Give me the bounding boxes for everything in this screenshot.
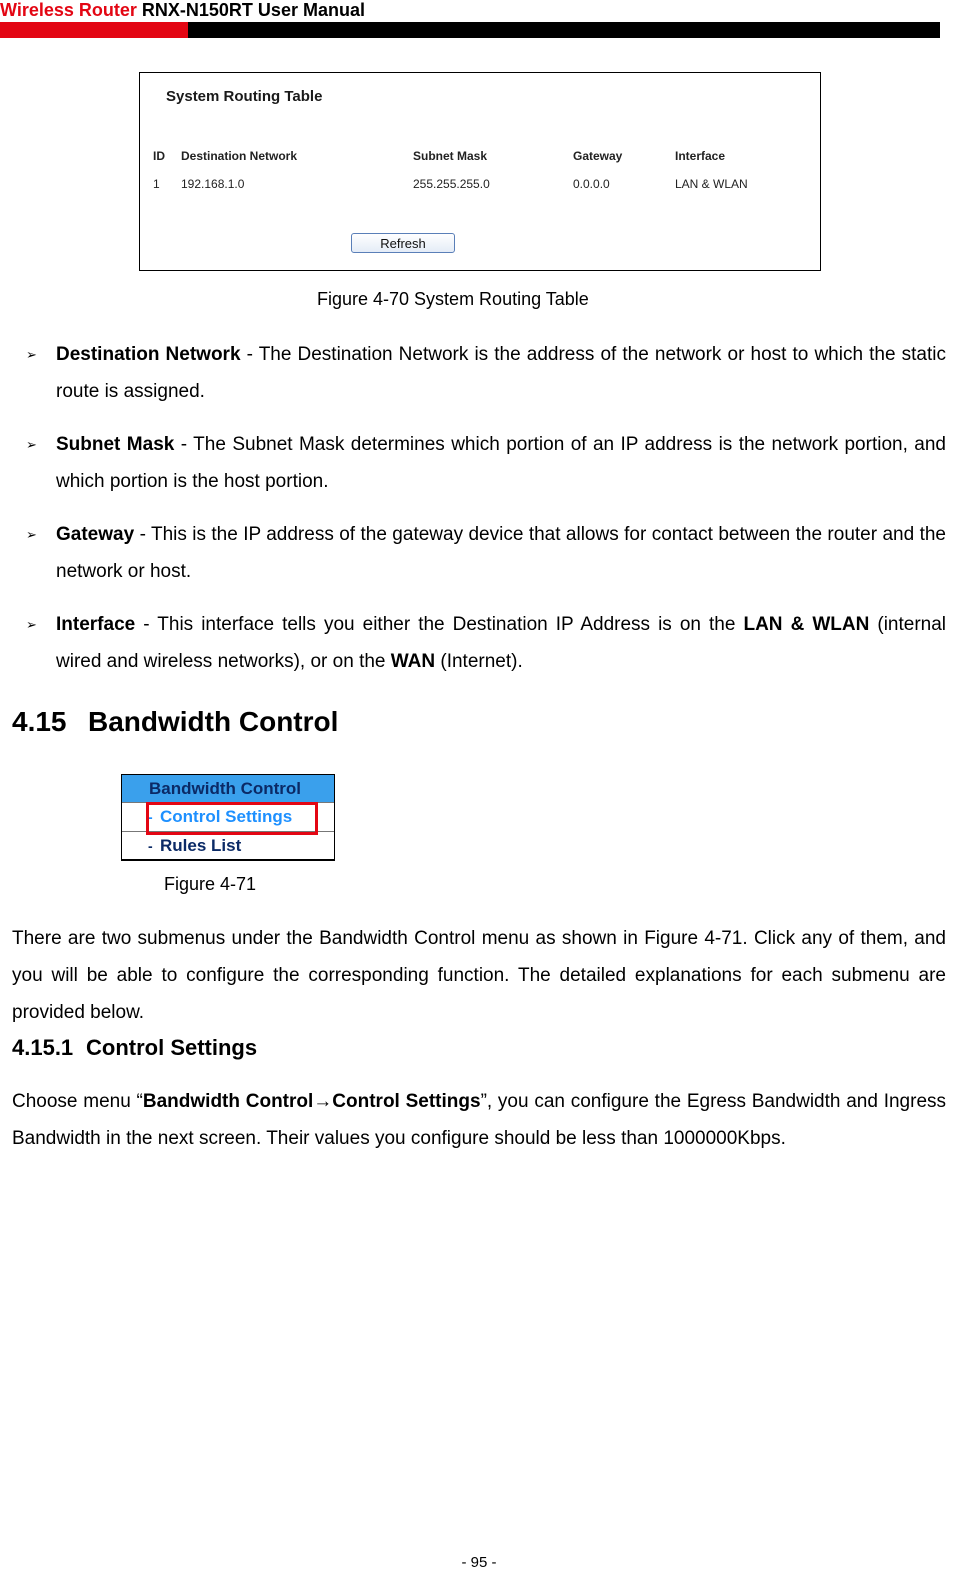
column-header-destination: Destination Network xyxy=(181,149,298,163)
bullet-text: - This is the IP address of the gateway device that allows for contact between the router and the network or host. xyxy=(56,524,946,582)
bullet-text: (internal wired and wireless networks), or on the xyxy=(56,614,947,672)
bullet-text: - The Destination Network is the address of the network or host to which the static route is assigned. xyxy=(56,344,946,402)
bullet-destination-network xyxy=(12,336,946,410)
menu-header[interactable]: Bandwidth Control xyxy=(122,775,334,803)
highlight-box xyxy=(146,802,318,835)
bullet-gateway xyxy=(12,516,946,590)
menu-item-rules-list[interactable] xyxy=(122,832,334,860)
bullet-bold: LAN & WLAN xyxy=(743,614,870,635)
page-number: - 95 - xyxy=(461,1554,497,1571)
bullet-subnet-mask xyxy=(12,426,946,500)
routing-table-screenshot xyxy=(139,72,821,271)
table-cell-subnet: 255.255.255.0 xyxy=(413,177,490,191)
header-bar-black xyxy=(188,22,940,38)
section-number: 4.15 xyxy=(12,706,67,737)
bullet-bold: WAN xyxy=(390,651,436,672)
field-descriptions xyxy=(12,336,946,696)
column-header-id: ID xyxy=(153,149,165,163)
bullet-arrow-icon: ➢ xyxy=(26,527,37,542)
bullet-term: Gateway xyxy=(56,524,135,545)
bullet-term: Interface xyxy=(56,614,136,635)
menu-dash: - xyxy=(148,809,153,825)
header-brand: Wireless Router xyxy=(0,0,137,20)
bullet-term: Destination Network xyxy=(56,344,241,365)
figure-71-caption: Figure 4-71 xyxy=(164,874,257,894)
bullet-arrow-icon: ➢ xyxy=(26,437,37,452)
manual-header xyxy=(0,0,365,21)
menu-item-label: Rules List xyxy=(160,836,242,855)
subsection-heading xyxy=(12,1035,257,1061)
column-header-interface: Interface xyxy=(675,149,726,163)
table-cell-interface: LAN & WLAN xyxy=(675,177,748,191)
table-cell-id: 1 xyxy=(153,177,160,191)
paragraph-text: Choose menu “ xyxy=(12,1091,143,1112)
bullet-arrow-icon: ➢ xyxy=(26,617,37,632)
bullet-text: - The Subnet Mask determines which portion of an IP address is the network portion, and which portion is the host portion. xyxy=(56,434,946,492)
subsection-number: 4.15.1 xyxy=(12,1035,74,1060)
figure-70-caption: Figure 4-70 System Routing Table xyxy=(317,289,589,309)
bullet-term: Subnet Mask xyxy=(56,434,175,455)
bullet-interface xyxy=(12,606,946,680)
routing-table-title: System Routing Table xyxy=(166,88,323,105)
bullet-arrow-icon: ➢ xyxy=(26,347,37,362)
column-header-gateway: Gateway xyxy=(573,149,623,163)
header-bar-red xyxy=(0,22,188,38)
table-cell-destination: 192.168.1.0 xyxy=(181,177,245,191)
menu-item-label: Control Settings xyxy=(160,807,293,826)
column-header-subnet: Subnet Mask xyxy=(413,149,488,163)
bandwidth-control-menu xyxy=(121,774,335,861)
bullet-text: (Internet). xyxy=(435,651,523,672)
table-cell-gateway: 0.0.0.0 xyxy=(573,177,610,191)
header-model-title: RNX-N150RT User Manual xyxy=(141,0,365,20)
menu-path: Bandwidth Control→Control Settings xyxy=(142,1091,481,1112)
section-title: Bandwidth Control xyxy=(88,706,339,737)
bullet-text: - This interface tells you either the Destination IP Address is on the xyxy=(135,614,744,635)
control-settings-paragraph xyxy=(12,1083,946,1157)
section-heading xyxy=(12,706,338,738)
intro-paragraph: There are two submenus under the Bandwidth Control menu as shown in Figure 4-71. Click any of them, and you will be able to configure the corresponding function. The detailed explanations for each submenu are provided below. xyxy=(12,928,946,1023)
menu-dash: - xyxy=(148,838,153,854)
subsection-title: Control Settings xyxy=(86,1035,258,1060)
refresh-button[interactable]: Refresh xyxy=(351,233,455,253)
paragraph-text: ”, you can configure the Egress Bandwidth and Ingress Bandwidth in the next screen. Their values you configure should be less than 1000000Kbps. xyxy=(12,1091,947,1149)
